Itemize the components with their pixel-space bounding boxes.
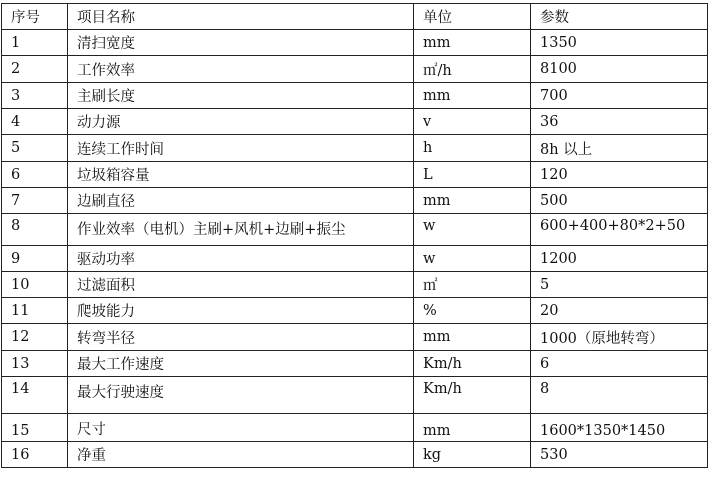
- cell-unit: mm: [414, 83, 531, 109]
- cell-item-name: 主刷长度: [68, 83, 414, 109]
- cell-index: 12: [2, 324, 68, 351]
- cell-index: 4: [2, 109, 68, 135]
- cell-index: 11: [2, 298, 68, 324]
- cell-item-name: 爬坡能力: [68, 298, 414, 324]
- table-row: [2, 377, 708, 414]
- cell-parameter: 530: [531, 442, 708, 468]
- cell-item-name: 清扫宽度: [68, 30, 414, 56]
- cell-item-name: 最大行驶速度: [68, 377, 414, 414]
- spec-table: [1, 3, 708, 468]
- cell-unit: w: [414, 214, 531, 246]
- table-row: [2, 272, 708, 298]
- header-unit: 单位: [414, 4, 531, 30]
- cell-unit: mm: [414, 414, 531, 442]
- cell-index: 1: [2, 30, 68, 56]
- cell-parameter: 1350: [531, 30, 708, 56]
- cell-parameter: 8h 以上: [531, 135, 708, 162]
- header-item-name: 项目名称: [68, 4, 414, 30]
- header-row: [2, 4, 708, 30]
- cell-index: 6: [2, 162, 68, 188]
- cell-unit: Km/h: [414, 351, 531, 377]
- cell-item-name: 净重: [68, 442, 414, 468]
- cell-item-name: 工作效率: [68, 56, 414, 83]
- cell-item-name: 垃圾箱容量: [68, 162, 414, 188]
- cell-index: 8: [2, 214, 68, 246]
- cell-unit: ㎡: [414, 272, 531, 298]
- table-row: [2, 83, 708, 109]
- table-row: [2, 246, 708, 272]
- cell-unit: mm: [414, 324, 531, 351]
- cell-index: 10: [2, 272, 68, 298]
- cell-parameter: 8: [531, 377, 708, 414]
- cell-parameter: 120: [531, 162, 708, 188]
- table-row: [2, 109, 708, 135]
- cell-parameter: 8100: [531, 56, 708, 83]
- table-row: [2, 214, 708, 246]
- cell-unit: %: [414, 298, 531, 324]
- cell-item-name: 作业效率（电机）主刷+风机+边刷+振尘: [68, 214, 414, 246]
- table-row: [2, 414, 708, 442]
- cell-unit: ㎡/h: [414, 56, 531, 83]
- header-index: 序号: [2, 4, 68, 30]
- table-row: [2, 188, 708, 214]
- cell-item-name: 最大工作速度: [68, 351, 414, 377]
- cell-index: 14: [2, 377, 68, 414]
- table-row: [2, 162, 708, 188]
- cell-index: 13: [2, 351, 68, 377]
- cell-unit: mm: [414, 188, 531, 214]
- cell-index: 9: [2, 246, 68, 272]
- table-row: [2, 298, 708, 324]
- cell-parameter: 36: [531, 109, 708, 135]
- cell-parameter: 1000（原地转弯）: [531, 324, 708, 351]
- table-row: [2, 324, 708, 351]
- header-parameter: 参数: [531, 4, 708, 30]
- cell-unit: v: [414, 109, 531, 135]
- cell-item-name: 连续工作时间: [68, 135, 414, 162]
- cell-index: 5: [2, 135, 68, 162]
- cell-unit: h: [414, 135, 531, 162]
- cell-item-name: 动力源: [68, 109, 414, 135]
- cell-parameter: 1600*1350*1450: [531, 414, 708, 442]
- cell-unit: kg: [414, 442, 531, 468]
- cell-unit: Km/h: [414, 377, 531, 414]
- cell-index: 15: [2, 414, 68, 442]
- cell-unit: L: [414, 162, 531, 188]
- cell-item-name: 转弯半径: [68, 324, 414, 351]
- table-row: [2, 135, 708, 162]
- cell-index: 2: [2, 56, 68, 83]
- cell-index: 16: [2, 442, 68, 468]
- cell-index: 7: [2, 188, 68, 214]
- table-row: [2, 442, 708, 468]
- cell-parameter: 500: [531, 188, 708, 214]
- cell-parameter: 700: [531, 83, 708, 109]
- table-row: [2, 351, 708, 377]
- cell-item-name: 边刷直径: [68, 188, 414, 214]
- cell-unit: mm: [414, 30, 531, 56]
- cell-parameter: 5: [531, 272, 708, 298]
- cell-parameter: 1200: [531, 246, 708, 272]
- cell-item-name: 驱动功率: [68, 246, 414, 272]
- cell-item-name: 尺寸: [68, 414, 414, 442]
- cell-item-name: 过滤面积: [68, 272, 414, 298]
- cell-index: 3: [2, 83, 68, 109]
- cell-parameter: 6: [531, 351, 708, 377]
- cell-parameter: 20: [531, 298, 708, 324]
- table-row: [2, 56, 708, 83]
- table-row: [2, 30, 708, 56]
- cell-unit: w: [414, 246, 531, 272]
- cell-parameter: 600+400+80*2+50: [531, 214, 708, 246]
